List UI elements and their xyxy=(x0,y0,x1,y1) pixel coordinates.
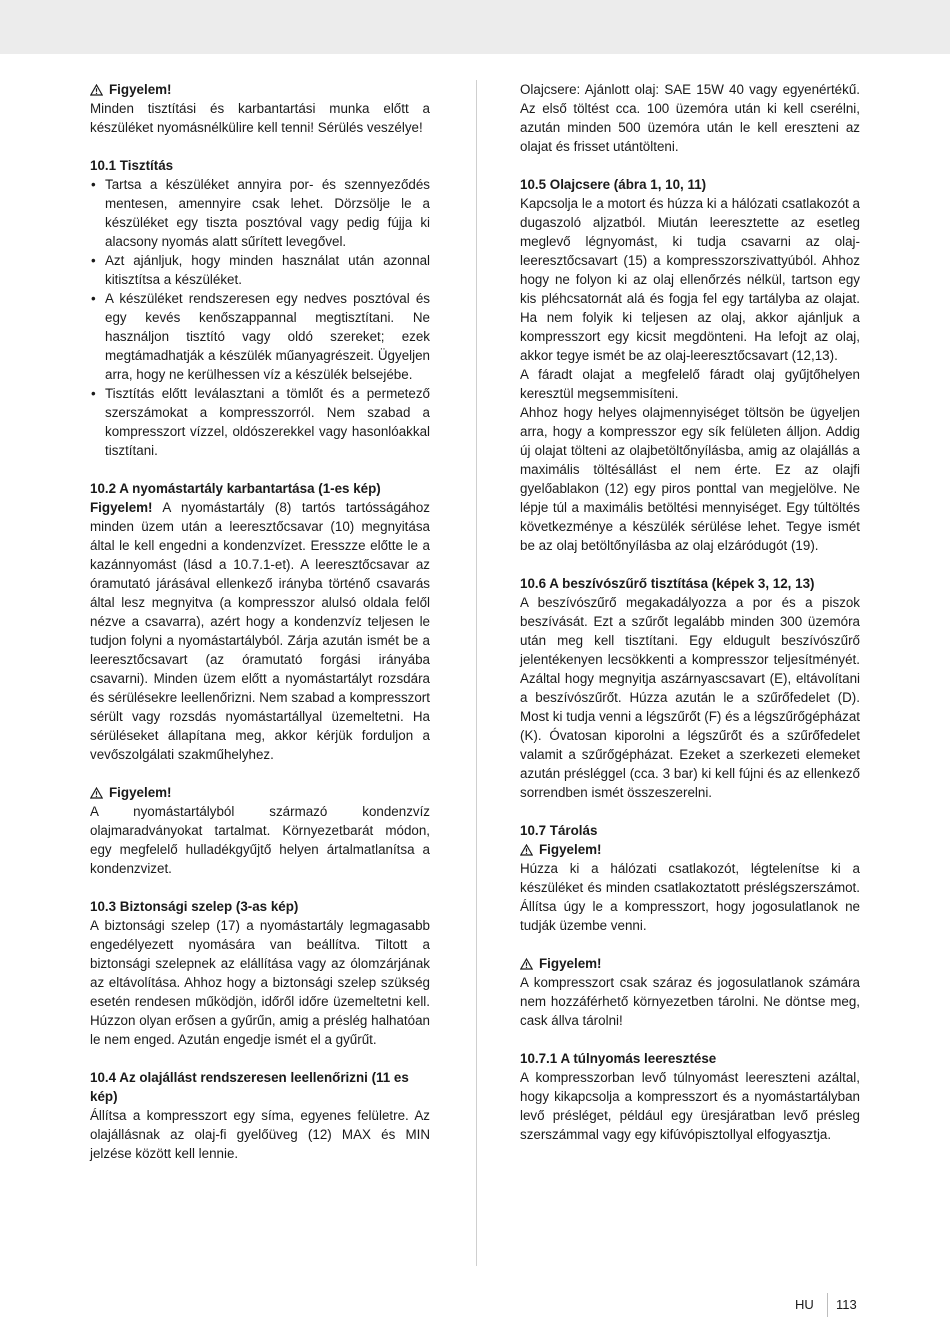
warning-icon xyxy=(520,958,533,970)
warning-text: A kompresszort csak száraz és jogosulatlanok számára nem hozzáférhető környezetben tárolni. Ne döntse meg, cask állva tárolni! xyxy=(520,975,860,1028)
section-title-10-6: 10.6 A beszívószűrő tisztítása (képek 3, 12, 13) xyxy=(520,576,815,591)
section-text-10-7-1: A kompresszorban levő túlnyomást leereszteni azáltal, hogy kikapcsolja a kompresszort és a nyomástartályban levő présléget, például egy üresjáratban levő présleg szerszámmal vagy egy kifúvópisztollyal elfogyasztja. xyxy=(520,1070,860,1142)
column-divider xyxy=(476,80,477,1266)
warning-title: Figyelem! xyxy=(109,82,172,97)
section-title-10-5: 10.5 Olajcsere (ábra 1, 10, 11) xyxy=(520,177,707,192)
section-body: A nyomástartály (8) tartós tartósságához minden üzem után a leeresztőcsavar (10) megnyitása által le kell engedni a kondenzvízet. Eresszze előtte le a kazánnyomást (lásd a 10.7.1-et). A leeresztőcsavar az óramutató járásával ellenkező irányba történő csavarás által lesz megnyitva (a kompresszor alulsó oldala felől nézve a csavarra), azért hogy a kondenzvíz teljesen le tudjon folyni a nyomástartályból. Zárja azután ismét be a leeresztőcsavart (az óramutató forgási irányába csavarni). Minden üzem előtt a nyomástartályt rozsdára és sérülésekre leellenőrizni. Nem szabad a kompresszort sérült vagy rozsdás nyomástartállyal üzemeltetni. Ha sérüléseket állapítana meg, akkor kérjük forduljon a vevőszolgálati szakműhelyhez. xyxy=(90,500,430,762)
section-text-10-5: A fáradt olajat a megfelelő fáradt olaj gyűjtőhelyen keresztül megsemmisíteni. xyxy=(520,367,860,401)
list-item: • Tisztítás előtt leválasztani a tömlőt és a permetező szerszámokat a kompresszorról. Nem szabad a kompresszort vízzel, oldószerekkel vagy hasonlóakkal tisztítani. xyxy=(90,384,430,460)
section-text-10-5: Ahhoz hogy helyes olajmennyiséget töltsön be ügyeljen arra, hogy a kompresszor egy sík felületen álljon. Addig új olajat tölteni az olajbetöltőnyílásba, amig az olajállás a maximális töltésállást el nem érte. Ez az olajfi gyelőablakon (12) egy piros ponttal van megjelölve. Ne lépje túl a maximális betöltési mennyiséget. Egy túltöltés következménye a készülék sérülése lehet. Tegye ismét be az olaj betöltőnyílásba az olaj elzáródugót (19). xyxy=(520,405,860,553)
section-title-10-7: 10.7 Tárolás xyxy=(520,823,598,838)
warning-icon xyxy=(90,787,103,799)
warning-text: Húzza ki a hálózati csatlakozót, légtelenítse ki a készüléket és minden csatlakoztatott préslégszerszámot. Állítsa úgy le a kompresszort, hogy jogosulatlanok ne tudják üzembe venni. xyxy=(520,861,860,933)
warning-text: A nyomástartályból származó kondenzvíz olajmaradványokat tartalmat. Környezetbarát módon, egy megfelelő hulladékgyűjtő helyen ártalmatlanítsa a kondenzvizet. xyxy=(90,804,430,876)
oil-change-intro: Olajcsere: Ajánlott olaj: SAE 15W 40 vagy egyenértékű. Az első töltést cca. 100 üzemóra után ki kell cserélni, azután minden 500 üzemóra után le kell ereszteni az olajat és frisset utántölteni. xyxy=(520,82,860,154)
section-text-10-2 xyxy=(90,498,430,764)
language-code: HU xyxy=(795,1297,814,1312)
section-text-10-3: A biztonsági szelep (17) a nyomástartály legmagasabb engedélyezett nyomására van beállítva. Tiltott a biztonsági szelepnek az elállítása vagy az ólomzárjának az eltávolítása. Ahhoz hogy a biztonsági szelep szükség esetén rendesen működjön, időről időre üzemeltetni kell. Húzzon olyan erősen a gyűrűn, amig a préslég halhatóan le nem enged. Azután engedje ismét el a gyűrűt. xyxy=(90,918,430,1047)
warning-title: Figyelem! xyxy=(109,785,172,800)
list-item: • Tartsa a készüléket annyira por- és szennyeződés mentesen, amennyire csak lehet. Dörzsölje le a készüléket egy tiszta posztóval vagy pedig fújja ki alacsony nyomás alatt sűrített levegővel. xyxy=(90,175,430,251)
warning-heading xyxy=(90,783,430,802)
warning-icon xyxy=(90,84,103,96)
section-title-10-7-1: 10.7.1 A túlnyomás leeresztése xyxy=(520,1051,717,1066)
right-column xyxy=(520,80,860,1144)
warning-heading xyxy=(520,954,860,973)
top-bar xyxy=(0,0,950,54)
list-item: • A készüléket rendszeresen egy nedves posztóval és egy kevés kenőszappannal megtisztítani. Ne használjon tisztító vagy oldó szereket; ezek megtámadhatják a készülék műanyagrészeit. Ügyeljen arra, hogy ne kerülhessen víz a készülék belsejébe. xyxy=(90,289,430,384)
cleaning-list xyxy=(90,175,430,460)
left-column xyxy=(90,80,430,1163)
section-text-10-5: Kapcsolja le a motort és húzza ki a hálózati csatlakozót a dugaszoló aljzatból. Miután leeresztette az esetleg meglevő légnyomást, ki tudja csavarni az olaj-leeresztőcsavart (15) a kompresszorszivattyúból. Ahhoz hogy ne folyon ki az olaj ellenőrzés nélkül, tartson egy kis pléhcsatornát alá és fogja fel egy tartályba az olajat. Ha nem folyik ki teljesen az olaj, akkor ajánljuk a kompresszort egy kicsit megdönteni. Ha lefojt az olaj, akkor tegye ismét be az olaj-leeresztőcsavart (12,13). xyxy=(520,196,860,363)
page-number: 113 xyxy=(836,1297,857,1312)
warning-title: Figyelem! xyxy=(539,956,602,971)
section-title-10-4: 10.4 Az olajállást rendszeresen leellenőrizni (11 es kép) xyxy=(90,1070,409,1104)
section-title-10-3: 10.3 Biztonsági szelep (3-as kép) xyxy=(90,899,299,914)
section-title-10-2: 10.2 A nyomástartály karbantartása (1-es kép) xyxy=(90,481,381,496)
warning-icon xyxy=(520,844,533,856)
section-title-10-1: 10.1 Tisztítás xyxy=(90,158,174,173)
section-text-10-6: A beszívószűrő megakadályozza a por és a piszok beszívását. Ezt a szűrőt legalább minden 300 üzemóra után meg kell tisztítani. Egy eldugult beszívószűrő jelentékenyen lecsökkenti a kompresszor teljesítményét. Azáltal hogy megnyitja aszárnyascsavart (E), eltávolítani a beszívószűrőt. Húzza azután le a szűrőfedelet (D). Most ki tudja venni a légszűrőt (F) és a légszűrőgépházat (K). Óvatosan kiporolni a légszűrőt és a szűrőfedelet valamit a szűrőgépházat. Ezeket a szerkezeti elemeket azután présléggel (cca. 3 bar) ki kell fújni és az ellenkező sorrendben ismét összeszerelni. xyxy=(520,595,860,800)
section-text-10-4: Állítsa a kompresszort egy síma, egyenes felületre. Az olajállásnak az olaj-fi gyelőüveg (12) MAX és MIN jelzése között kell lennie. xyxy=(90,1108,430,1161)
warning-text: Minden tisztítási és karbantartási munka előtt a készüléket nyomásnélkülire kell tenni! Sérülés veszélye! xyxy=(90,101,430,135)
inline-warning: Figyelem! xyxy=(90,500,153,515)
warning-heading xyxy=(520,840,860,859)
warning-title: Figyelem! xyxy=(539,842,602,857)
warning-heading xyxy=(90,80,430,99)
footer-separator xyxy=(827,1293,828,1317)
list-item: • Azt ajánljuk, hogy minden használat után azonnal kitisztítsa a készüléket. xyxy=(90,251,430,289)
